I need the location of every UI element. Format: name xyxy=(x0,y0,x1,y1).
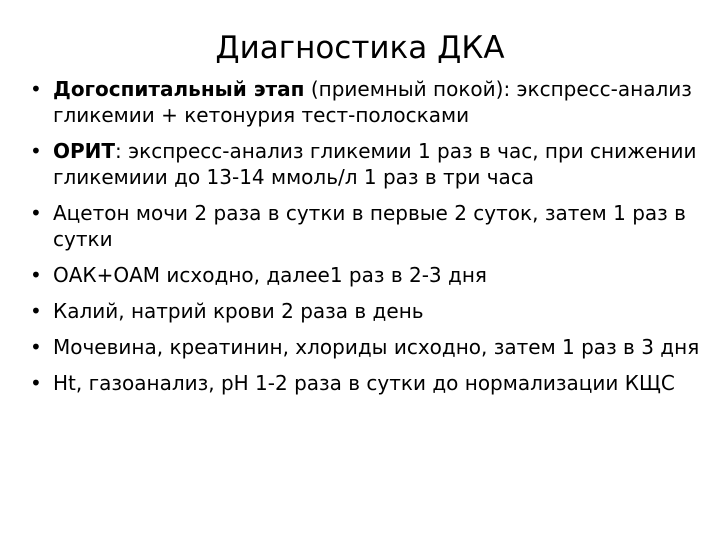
bullet-dot-icon: • xyxy=(30,77,42,101)
bullet-bold-text: ОРИТ xyxy=(53,139,116,163)
bullet-item-blood-urine-tests xyxy=(30,262,700,288)
bullet-bold-text: Догоспитальный этап xyxy=(53,77,305,101)
bullet-item-icu xyxy=(30,138,700,190)
bullet-text: Ht, газоанализ, рН 1-2 раза в сутки до нормализации КЩС xyxy=(53,371,675,395)
bullet-item-urea-creatinine xyxy=(30,334,700,360)
bullet-text: ОАК+ОАМ исходно, далее1 раз в 2-3 дня xyxy=(53,263,487,287)
bullet-dot-icon: • xyxy=(30,139,42,163)
bullet-text: Мочевина, креатинин, хлориды исходно, затем 1 раз в 3 дня xyxy=(53,335,700,359)
bullet-list xyxy=(30,76,700,406)
bullet-dot-icon: • xyxy=(30,371,42,395)
bullet-dot-icon: • xyxy=(30,335,42,359)
bullet-item-electrolytes xyxy=(30,298,700,324)
bullet-text: (приемный покой): экспресс-анализ гликемии + кетонурия тест-полосками xyxy=(53,77,692,127)
bullet-text: Калий, натрий крови 2 раза в день xyxy=(53,299,424,323)
bullet-item-urine-acetone xyxy=(30,200,700,252)
bullet-text: Ацетон мочи 2 раза в сутки в первые 2 суток, затем 1 раз в сутки xyxy=(53,201,686,251)
bullet-item-prehospital xyxy=(30,76,700,128)
bullet-item-blood-gas xyxy=(30,370,700,396)
bullet-dot-icon: • xyxy=(30,263,42,287)
bullet-dot-icon: • xyxy=(30,201,42,225)
bullet-text: : экспресс-анализ гликемии 1 раз в час, при снижении гликемиии до 13-14 ммоль/л 1 раз в три часа xyxy=(53,139,697,189)
bullet-dot-icon: • xyxy=(30,299,42,323)
slide-title: Диагностика ДКА xyxy=(215,30,505,66)
